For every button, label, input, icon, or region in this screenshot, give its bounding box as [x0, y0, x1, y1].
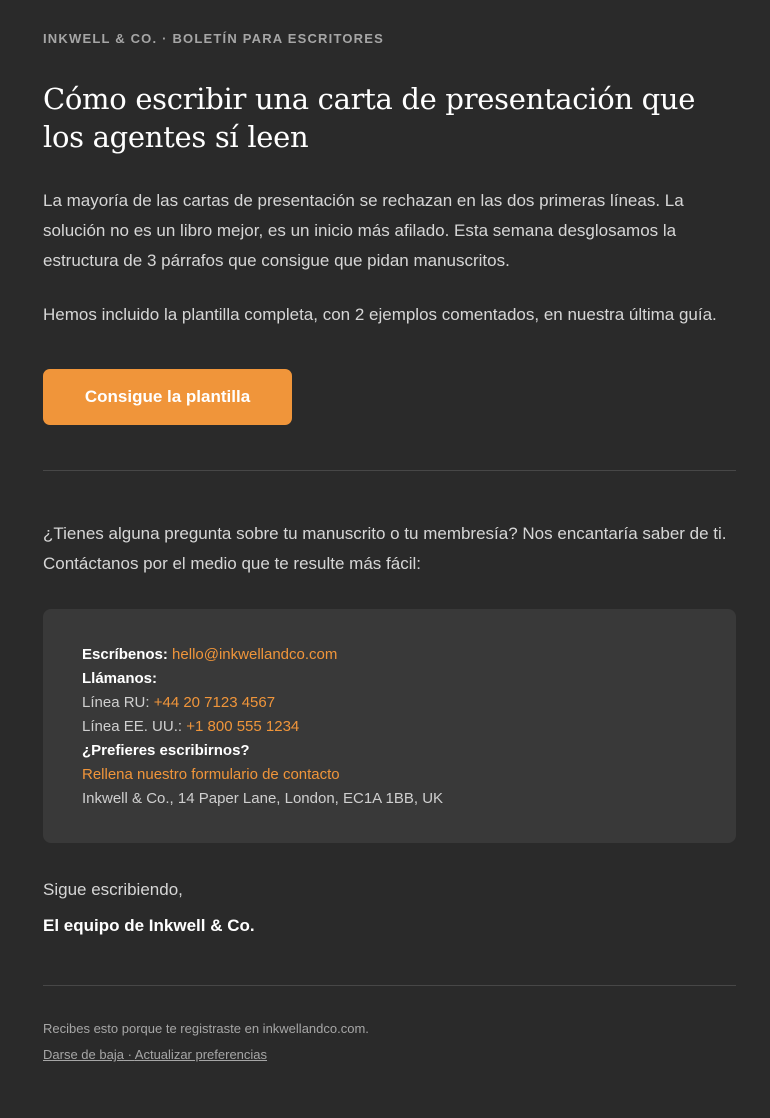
- contact-card: [43, 609, 736, 843]
- contact-form-link[interactable]: Rellena nuestro formulario de contacto: [82, 766, 340, 783]
- uk-phone-row: [82, 691, 697, 715]
- uk-phone-link[interactable]: +44 20 7123 4567: [153, 694, 276, 711]
- footer-divider: [43, 985, 736, 986]
- unsubscribe-link[interactable]: Darse de baja: [43, 1047, 124, 1062]
- phone-label: Llámanos:: [82, 670, 158, 687]
- article-title: Cómo escribir una carta de presentación que los agentes sí leen: [43, 82, 696, 154]
- footer-note: Recibes esto porque te registraste en inkwellandco.com.: [43, 1021, 369, 1036]
- email-link[interactable]: hello@inkwellandco.com: [172, 646, 338, 663]
- signoff-closing: Sigue escribiendo,: [43, 880, 183, 899]
- write-label: ¿Prefieres escribirnos?: [82, 742, 250, 759]
- us-line-label: Línea EE. UU.:: [82, 718, 183, 735]
- footer-links: [43, 1046, 267, 1064]
- email-label: Escríbenos:: [82, 646, 168, 663]
- uk-line-label: Línea RU:: [82, 694, 150, 711]
- footer-link-separator: ·: [123, 1047, 135, 1062]
- postal-address: Inkwell & Co., 14 Paper Lane, London, EC1A 1BB, UK: [82, 790, 444, 807]
- signoff-signature: El equipo de Inkwell & Co.: [43, 916, 255, 935]
- email-row: [82, 643, 697, 667]
- brand-line: INKWELL & CO. · BOLETÍN PARA ESCRITORES: [43, 31, 384, 46]
- section-divider: [43, 470, 736, 471]
- get-template-button[interactable]: Consigue la plantilla: [43, 369, 292, 425]
- article-intro-secondary: Hemos incluido la plantilla completa, con 2 ejemplos comentados, en nuestra última guía.: [43, 305, 717, 324]
- us-phone-row: [82, 715, 697, 739]
- us-phone-link[interactable]: +1 800 555 1234: [186, 718, 300, 735]
- contact-form-row: [82, 763, 697, 787]
- article-intro: La mayoría de las cartas de presentación se rechazan en las dos primeras líneas. La solución no es un libro mejor, es un inicio más afilado. Esta semana desglosamos la estructura de 3 párrafos que consigue que pidan manuscritos.: [43, 191, 684, 270]
- update-preferences-link[interactable]: Actualizar preferencias: [134, 1047, 268, 1062]
- contact-intro: ¿Tienes alguna pregunta sobre tu manuscrito o tu membresía? Nos encantaría saber de ti. Contáctanos por el medio que te resulte más fácil:: [43, 524, 727, 573]
